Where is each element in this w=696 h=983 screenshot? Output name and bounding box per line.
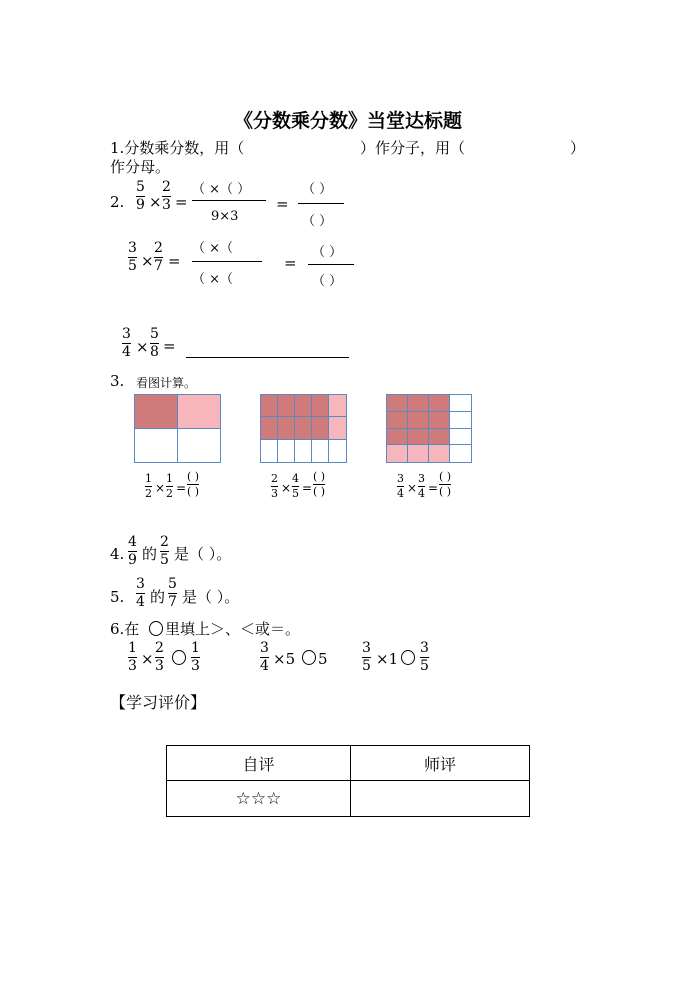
grid-cell (135, 395, 178, 429)
q6-intro-b: 里填上＞、＜或＝。 (165, 620, 301, 638)
q2-r2-big-bar (192, 261, 262, 262)
grid-cell (387, 429, 408, 446)
q3-f2-equals: = (302, 481, 313, 495)
q3-f2-times: × (281, 481, 292, 495)
grid-cell (261, 440, 278, 462)
q4-tail: 是（ ）。 (174, 545, 232, 563)
q1-line2: 作分母。 (110, 158, 171, 176)
q2-r2-equals: = (168, 252, 181, 270)
q3-instruction: 看图计算。 (136, 376, 197, 390)
q3-f1-equals: = (176, 481, 187, 495)
q3-label: 3. (110, 372, 125, 390)
grid-cell (429, 395, 450, 412)
q1-text-b: ）作分子，用（ (360, 139, 466, 157)
q2-r2-result-numerator: （ ） (312, 245, 343, 260)
q5-de: 的 (150, 588, 166, 606)
grid-cell (278, 440, 295, 462)
grid-cell (312, 417, 329, 439)
q2-r1-equals: = (175, 193, 188, 211)
q3-f3-b: 3 4 (418, 472, 425, 500)
grid-cell (278, 417, 295, 439)
q5-fraction-a: 3 4 (136, 576, 145, 610)
table-row (167, 746, 530, 781)
q3-f3-times: × (407, 481, 418, 495)
q2-r1-big-bar (192, 200, 266, 201)
q3-f3-a: 3 4 (397, 472, 404, 500)
q1-text-a: 1.分数乘分数，用（ (110, 139, 245, 157)
q3-f3-result: ( ) ( ) (439, 470, 452, 498)
grid-cell (387, 412, 408, 429)
grid-cell (295, 395, 312, 417)
grid-cell (450, 429, 471, 446)
q2-r1-big-denominator: 9×3 (211, 209, 239, 224)
q3-grid-1 (134, 394, 221, 463)
grid-cell (450, 395, 471, 412)
q5-fraction-b: 5 7 (168, 576, 177, 610)
q2-r1-equals-2: = (276, 195, 289, 213)
q2-r2-big-denominator: （ ×（ (192, 272, 234, 287)
q2-r3-equals: = (163, 337, 176, 355)
q3-f1-result: ( ) ( ) (187, 470, 200, 498)
q3-f2-result: ( ) ( ) (313, 470, 326, 498)
grid-cell (312, 395, 329, 417)
q4-label: 4. (110, 545, 125, 563)
q2-r2-big-numerator: （ ×（ (192, 241, 234, 256)
grid-cell (329, 417, 346, 439)
grid-cell (429, 412, 450, 429)
self-rating-stars[interactable]: ☆☆☆ (167, 781, 351, 817)
q6-e1-compare-circle[interactable] (172, 650, 186, 665)
q6-e3-compare-circle[interactable] (401, 650, 415, 665)
col-self-header: 自评 (167, 746, 351, 781)
grid-cell (178, 429, 221, 463)
q3-f2-b: 4 5 (292, 472, 299, 500)
q2-r3-fraction-a: 3 4 (122, 326, 131, 360)
q2-r1-result-numerator: （ ） (302, 182, 333, 197)
grid-cell (387, 395, 408, 412)
q3-f1-b: 1 2 (166, 472, 173, 500)
q1-text-c: ） (570, 139, 586, 157)
q6-e2-compare-circle[interactable] (302, 650, 316, 665)
q6-e3-fraction-a: 3 5 (362, 640, 371, 674)
q2-r1-fraction-b: 2 3 (162, 179, 171, 213)
grid-cell (429, 445, 450, 462)
grid-cell (135, 429, 178, 463)
q2-r2-times: × (141, 252, 154, 270)
grid-cell (329, 395, 346, 417)
q2-r2-fraction-b: 2 7 (154, 240, 163, 274)
q3-grid-3 (386, 394, 472, 463)
q3-f1-times: × (155, 481, 166, 495)
q6-e1-times: × (141, 650, 154, 668)
col-teacher-header: 师评 (351, 746, 530, 781)
grid-cell (450, 445, 471, 462)
q4-de: 的 (142, 545, 158, 563)
q6-e1-fraction-a: 1 3 (128, 640, 137, 674)
grid-cell (261, 395, 278, 417)
q4-fraction-b: 2 5 (160, 534, 169, 568)
q2-r1-result-denominator: （ ） (302, 214, 333, 229)
q5-label: 5. (110, 588, 125, 606)
q4-fraction-a: 4 9 (128, 534, 137, 568)
q1-line1 (110, 139, 600, 157)
q2-r2-result-bar (308, 264, 354, 265)
q6-e3-fraction-c: 3 5 (420, 640, 429, 674)
q6-e3-mid: ×1 (376, 650, 399, 668)
grid-cell (261, 417, 278, 439)
q2-r3-times: × (136, 338, 149, 356)
grid-cell (329, 440, 346, 462)
q2-r1-result-bar (298, 203, 344, 204)
grid-cell (278, 395, 295, 417)
page-title: 《分数乘分数》当堂达标题 (233, 110, 462, 132)
q2-r2-result-denominator: （ ） (312, 274, 343, 289)
q6-intro-a: 6.在 (110, 620, 140, 638)
grid-cell (408, 429, 429, 446)
grid-cell (295, 417, 312, 439)
grid-cell (450, 412, 471, 429)
q6-e2-tail: ×5 (273, 650, 296, 668)
q2-label: 2. (110, 193, 125, 211)
teacher-rating[interactable] (351, 781, 530, 817)
grid-cell (408, 412, 429, 429)
grid-cell (312, 440, 329, 462)
q2-r3-fraction-b: 5 8 (150, 326, 159, 360)
q3-f3-equals: = (428, 481, 439, 495)
grid-cell (408, 445, 429, 462)
q6-e2-fraction-a: 3 4 (260, 640, 269, 674)
grid-cell (178, 395, 221, 429)
q2-r1-big-numerator: （ ×（ ） (192, 182, 251, 197)
grid-cell (429, 429, 450, 446)
q6-e2-right: 5 (318, 650, 328, 668)
q6-e1-fraction-b: 2 3 (155, 640, 164, 674)
q2-r2-equals-2: = (284, 254, 297, 272)
table-row (167, 781, 530, 817)
grid-cell (408, 395, 429, 412)
q2-r1-fraction-a: 5 9 (136, 179, 145, 213)
q6-e1-fraction-c: 1 3 (191, 640, 200, 674)
evaluation-heading: 【学习评价】 (110, 693, 207, 712)
grid-cell (295, 440, 312, 462)
q2-r1-times: × (149, 193, 162, 211)
q3-f2-a: 2 3 (271, 472, 278, 500)
q6-intro-circle (149, 621, 163, 636)
evaluation-table (166, 745, 530, 817)
grid-cell (387, 445, 408, 462)
q3-grid-2 (260, 394, 347, 463)
q2-r2-fraction-a: 3 5 (128, 240, 137, 274)
q5-tail: 是（ ）。 (182, 588, 240, 606)
q3-f1-a: 1 2 (145, 472, 152, 500)
q2-r3-answer-line (186, 357, 349, 358)
